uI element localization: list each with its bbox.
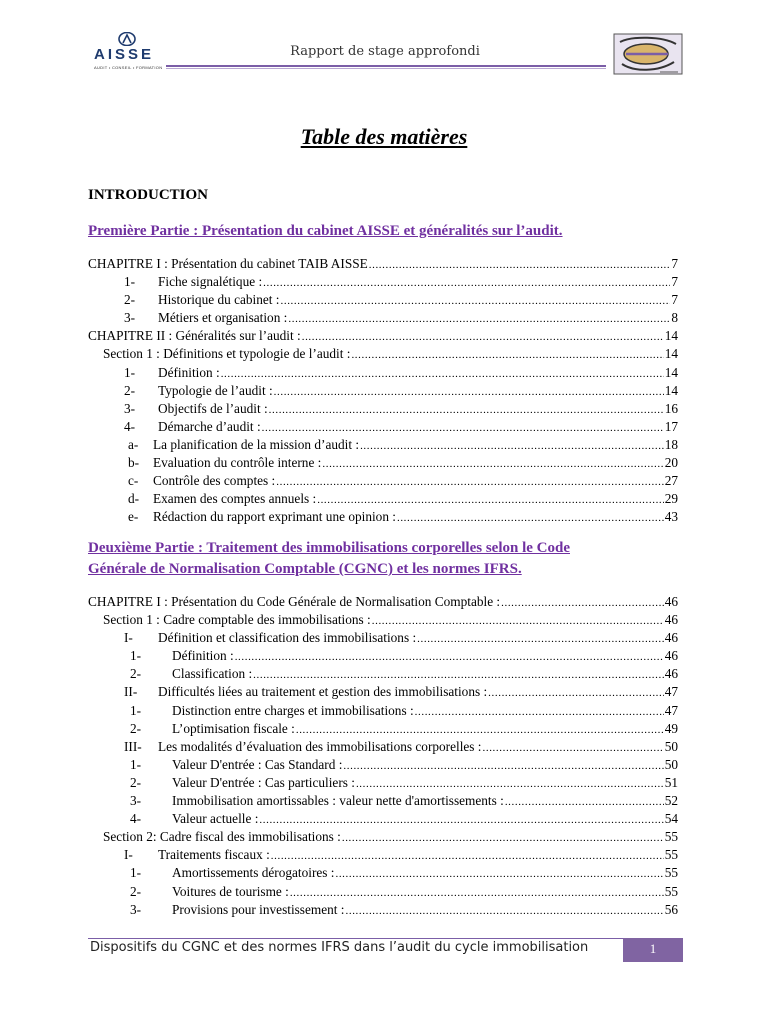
toc-entry[interactable] [88, 310, 678, 328]
toc-entry-label: Historique du cabinet : [158, 292, 280, 308]
toc-entry[interactable] [88, 721, 678, 739]
toc-entry-label: Section 1 : Définitions et typologie de l’audit : [103, 346, 351, 362]
toc-entry-page: 7 [671, 274, 678, 290]
toc-entry[interactable] [88, 902, 678, 920]
toc-dot-leader [342, 832, 664, 844]
toc-entry-page: 52 [664, 793, 678, 809]
toc-entry-label: Voitures de tourisme : [172, 883, 289, 899]
toc-entry-number: b- [128, 455, 140, 471]
toc-dot-leader [351, 349, 663, 361]
toc-dot-leader [271, 850, 664, 862]
toc-dot-leader [397, 512, 664, 524]
toc-dot-leader [343, 760, 663, 772]
toc-entry[interactable] [88, 847, 678, 865]
toc-entry-number: 4- [130, 811, 142, 827]
toc-entry-number: 1- [130, 756, 142, 772]
toc-entry-label: Contrôle des comptes : [153, 473, 276, 489]
part1-title[interactable]: Première Partie : Présentation du cabinet AISSE et généralités sur l’audit. [88, 223, 563, 239]
toc-entry-page: 51 [664, 774, 678, 790]
toc-entry-page: 14 [664, 328, 678, 344]
toc-entry-number: 4- [124, 418, 136, 434]
toc-entry-page: 29 [664, 491, 678, 507]
toc-dot-leader [274, 386, 664, 398]
toc-entry-number: 1- [124, 364, 136, 380]
toc-entry-label: Section 2: Cadre fiscal des immobilisations : [103, 829, 341, 845]
toc-entry-number: II- [124, 684, 138, 700]
toc-entry-page: 49 [664, 720, 678, 736]
toc-entry-label: Immobilisation amortissables : valeur nette d'amortissements : [172, 793, 504, 809]
toc-dot-leader [505, 796, 664, 808]
toc-entry-number: a- [128, 436, 139, 452]
toc-entry-page: 55 [664, 829, 678, 845]
toc-entry[interactable] [88, 666, 678, 684]
toc-dot-leader [360, 440, 664, 452]
toc-part2 [88, 594, 678, 920]
toc-entry[interactable] [88, 884, 678, 902]
header-title: Rapport de stage approfondi [290, 44, 480, 59]
toc-dot-leader [483, 742, 664, 754]
toc-entry-page: 50 [664, 756, 678, 772]
page-title: Table des matières [300, 124, 468, 149]
toc-dot-leader [288, 313, 670, 325]
toc-entry-page: 27 [664, 473, 678, 489]
part2-title[interactable] [88, 538, 648, 580]
toc-dot-leader [302, 331, 664, 343]
logo-tagline: AUDIT • CONSEIL • FORMATION [94, 65, 163, 70]
toc-dot-leader [335, 868, 663, 880]
toc-entry-page: 20 [664, 455, 678, 471]
toc-entry-page: 55 [664, 847, 678, 863]
part2-title-line1: Deuxième Partie : Traitement des immobilisations corporelles selon le Code [88, 540, 570, 556]
toc-entry[interactable] [88, 739, 678, 757]
toc-dot-leader [235, 651, 664, 663]
toc-entry-number: e- [128, 509, 139, 525]
toc-entry[interactable] [88, 473, 678, 491]
toc-entry-label: Classification : [172, 666, 253, 682]
aisse-logo [88, 32, 168, 72]
toc-entry-page: 50 [664, 738, 678, 754]
toc-entry[interactable] [88, 865, 678, 883]
toc-entry-label: Amortissements dérogatoires : [172, 865, 335, 881]
toc-entry-label: Section 1 : Cadre comptable des immobilisations : [103, 612, 371, 628]
toc-entry-page: 47 [664, 702, 678, 718]
toc-entry-number: 3- [130, 901, 142, 917]
toc-entry-label: Valeur actuelle : [172, 811, 259, 827]
toc-entry-label: Provisions pour investissement : [172, 901, 345, 917]
toc-entry[interactable] [88, 612, 678, 630]
toc-entry-page: 43 [664, 509, 678, 525]
toc-dot-leader [346, 905, 664, 917]
toc-entry[interactable] [88, 793, 678, 811]
toc-entry[interactable] [88, 256, 678, 274]
toc-dot-leader [317, 494, 663, 506]
toc-entry-label: Rédaction du rapport exprimant une opinion : [153, 509, 396, 525]
toc-entry-page: 47 [664, 684, 678, 700]
toc-entry-page: 46 [664, 612, 678, 628]
toc-entry-page: 46 [664, 648, 678, 664]
toc-dot-leader [263, 277, 670, 289]
toc-entry-label: Objectifs de l’audit : [158, 400, 268, 416]
toc-entry-number: 3- [124, 310, 136, 326]
toc-entry-label: CHAPITRE I : Présentation du Code Générale de Normalisation Comptable : [88, 594, 501, 609]
toc-entry[interactable] [88, 775, 678, 793]
toc-entry-page: 14 [664, 346, 678, 362]
toc-entry[interactable] [88, 383, 678, 401]
header-rule [166, 65, 606, 67]
toc-entry-label: Typologie de l’audit : [158, 382, 273, 398]
toc-entry[interactable] [88, 491, 678, 509]
toc-entry-label: La planification de la mission d’audit : [153, 436, 360, 452]
toc-entry-label: Valeur D'entrée : Cas Standard : [172, 756, 343, 772]
toc-entry-page: 55 [664, 865, 678, 881]
toc-entry[interactable] [88, 509, 678, 527]
toc-entry-number: 2- [130, 774, 142, 790]
toc-entry-number: 2- [130, 720, 142, 736]
toc-entry-page: 16 [664, 400, 678, 416]
toc-entry-number: c- [128, 473, 139, 489]
toc-entry[interactable] [88, 274, 678, 292]
toc-entry-number: 1- [130, 865, 142, 881]
logo-name: AISSE [94, 46, 155, 63]
toc-dot-leader [415, 706, 664, 718]
toc-entry-page: 55 [664, 883, 678, 899]
toc-entry-label: Evaluation du contrôle interne : [153, 455, 322, 471]
toc-entry-label: Définition et classification des immobilisations : [158, 630, 417, 646]
toc-entry-number: d- [128, 491, 140, 507]
aisse-emblem-icon [116, 32, 138, 46]
toc-entry-page: 7 [671, 256, 678, 271]
toc-dot-leader [276, 476, 663, 488]
toc-entry-label: Difficultés liées au traitement et gestion des immobilisations : [158, 684, 488, 700]
toc-entry-label: Distinction entre charges et immobilisations : [172, 702, 414, 718]
toc-entry-label: L’optimisation fiscale : [172, 720, 295, 736]
toc-entry-label: Traitements fiscaux : [158, 847, 270, 863]
toc-dot-leader [259, 814, 663, 826]
toc-entry-number: 2- [130, 666, 142, 682]
footer-rule [88, 938, 680, 939]
toc-entry-page: 56 [664, 901, 678, 917]
toc-dot-leader [501, 597, 664, 609]
toc-dot-leader [269, 404, 664, 416]
toc-entry-label: Examen des comptes annuels : [153, 491, 317, 507]
toc-entry-label: Fiche signalétique : [158, 274, 263, 290]
toc-dot-leader [262, 422, 664, 434]
toc-entry-number: I- [124, 630, 133, 646]
toc-entry-number: I- [124, 847, 133, 863]
toc-dot-leader [417, 633, 664, 645]
part2-title-line2: Générale de Normalisation Comptable (CGNC) et les normes IFRS. [88, 561, 522, 577]
toc-dot-leader [296, 724, 664, 736]
toc-entry-label: Métiers et organisation : [158, 310, 288, 326]
toc-entry-label: Les modalités d’évaluation des immobilisations corporelles : [158, 738, 482, 754]
toc-dot-leader [322, 458, 663, 470]
toc-entry[interactable] [88, 703, 678, 721]
toc-entry-page: 7 [671, 292, 678, 308]
toc-entry[interactable] [88, 648, 678, 666]
footer-text: Dispositifs du CGNC et des normes IFRS dans l’audit du cycle immobilisation [90, 940, 589, 955]
toc-entry[interactable] [88, 401, 678, 419]
toc-entry[interactable] [88, 594, 678, 612]
toc-entry-number: 1- [130, 648, 142, 664]
toc-entry[interactable] [88, 328, 678, 346]
toc-entry-label: Définition : [158, 364, 220, 380]
toc-entry-page: 17 [664, 418, 678, 434]
toc-dot-leader [221, 368, 664, 380]
toc-entry-page: 8 [671, 310, 678, 326]
header-rule-thin [166, 68, 606, 69]
toc-entry-label: CHAPITRE II : Généralités sur l’audit : [88, 328, 301, 344]
toc-entry[interactable] [88, 757, 678, 775]
toc-entry[interactable] [88, 419, 678, 437]
toc-entry-page: 14 [664, 364, 678, 380]
introduction-heading: INTRODUCTION [88, 187, 209, 203]
toc-entry-label: CHAPITRE I : Présentation du cabinet TAIB AISSE [88, 256, 368, 271]
toc-entry-label: Définition : [172, 648, 234, 664]
toc-entry-number: 1- [124, 274, 136, 290]
toc-entry-label: Démarche d’audit : [158, 418, 261, 434]
toc-entry[interactable] [88, 829, 678, 847]
toc-entry[interactable] [88, 684, 678, 702]
toc-entry[interactable] [88, 455, 678, 473]
toc-dot-leader [372, 615, 664, 627]
toc-entry-page: 46 [664, 630, 678, 646]
toc-entry-page: 14 [664, 382, 678, 398]
toc-entry[interactable] [88, 811, 678, 829]
page-number: 1 [623, 938, 683, 962]
toc-dot-leader [253, 669, 664, 681]
toc-dot-leader [369, 259, 671, 271]
toc-entry-label: Valeur D'entrée : Cas particuliers : [172, 774, 355, 790]
toc-part1 [88, 256, 678, 527]
toc-entry-page: 46 [664, 594, 678, 609]
toc-entry-number: III- [124, 738, 142, 754]
toc-entry-number: 2- [124, 292, 136, 308]
toc-entry[interactable] [88, 292, 678, 310]
toc-dot-leader [356, 778, 664, 790]
toc-entry-number: 3- [130, 793, 142, 809]
toc-entry-number: 3- [124, 400, 136, 416]
toc-entry-page: 18 [664, 436, 678, 452]
toc-entry-number: 1- [130, 702, 142, 718]
toc-entry[interactable] [88, 437, 678, 455]
toc-entry-number: 2- [130, 883, 142, 899]
toc-dot-leader [281, 295, 671, 307]
toc-entry-page: 54 [664, 811, 678, 827]
school-emblem-icon [612, 32, 684, 78]
toc-entry-page: 46 [664, 666, 678, 682]
toc-entry[interactable] [88, 346, 678, 364]
toc-entry-number: 2- [124, 382, 136, 398]
toc-entry[interactable] [88, 630, 678, 648]
toc-dot-leader [488, 687, 664, 699]
toc-entry[interactable] [88, 365, 678, 383]
toc-dot-leader [290, 887, 664, 899]
